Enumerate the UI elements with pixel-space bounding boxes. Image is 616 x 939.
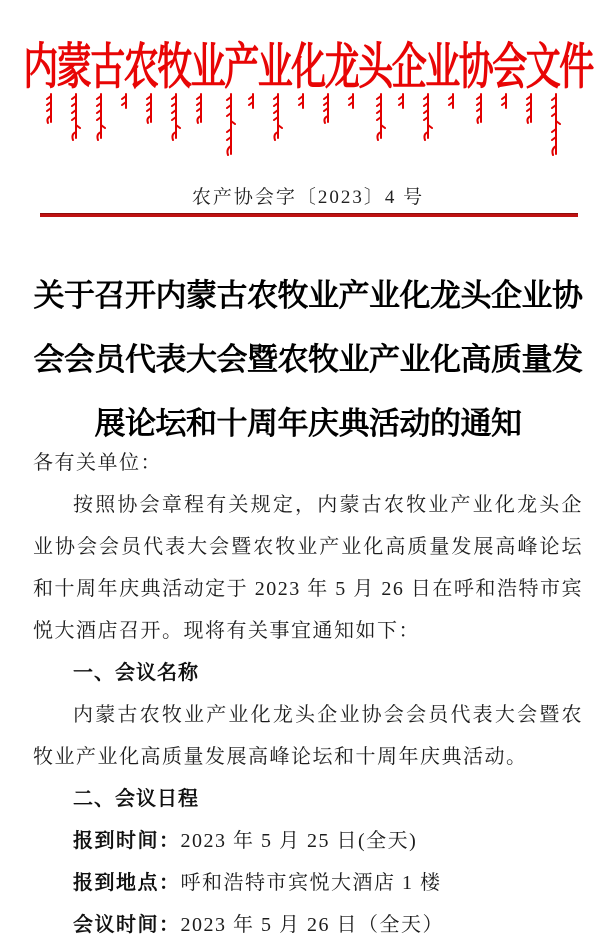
document-title: [18, 264, 598, 456]
mongolian-script-decoration: [0, 92, 616, 164]
letterhead-org-title: 内蒙古农牧业产业化龙头企业协会文件: [23, 39, 593, 95]
document-body: [33, 442, 583, 939]
document-title-line-2: 会会员代表大会暨农牧业产业化高质量发: [33, 342, 583, 377]
intro-paragraph: 按照协会章程有关规定，内蒙古农牧业产业化龙头企业协会会员代表大会暨农牧业产业化高质量发展高峰论坛和十周年庆典活动定于 2023 年 5 月 26 日在呼和浩特市宾悦大酒店召开。现将有关事宜通知如下：: [33, 494, 583, 642]
section-heading-meeting-schedule: 二、会议日程: [73, 788, 199, 810]
document-number: 农产协会字〔2023〕4 号: [191, 187, 425, 208]
meeting-time-label: 会议时间：: [73, 914, 181, 936]
checkin-time-label: 报到时间：: [73, 830, 181, 852]
meeting-time-value: 2023 年 5 月 26 日（全天）: [180, 914, 444, 936]
document-title-line-1: 关于召开内蒙古农牧业产业化龙头企业协: [33, 278, 583, 313]
meeting-name-text: 内蒙古农牧业产业化龙头企业协会会员代表大会暨农牧业产业化高质量发展高峰论坛和十周年庆典活动。: [33, 704, 583, 768]
document-title-line-3: 展论坛和十周年庆典活动的通知: [94, 406, 522, 441]
checkin-place-value: 呼和浩特市宾悦大酒店 1 楼: [180, 872, 442, 894]
checkin-place-label: 报到地点：: [73, 872, 181, 894]
red-divider-line: [40, 213, 578, 217]
salutation: 各有关单位：: [33, 452, 162, 474]
schedule-row-checkin-place: [33, 862, 583, 904]
schedule-row-checkin-time: [33, 820, 583, 862]
checkin-time-value: 2023 年 5 月 25 日(全天): [180, 830, 418, 852]
mongolian-script-glyphs: [38, 92, 578, 164]
section-heading-meeting-name: 一、会议名称: [73, 662, 199, 684]
schedule-row-meeting-time: [33, 904, 583, 939]
